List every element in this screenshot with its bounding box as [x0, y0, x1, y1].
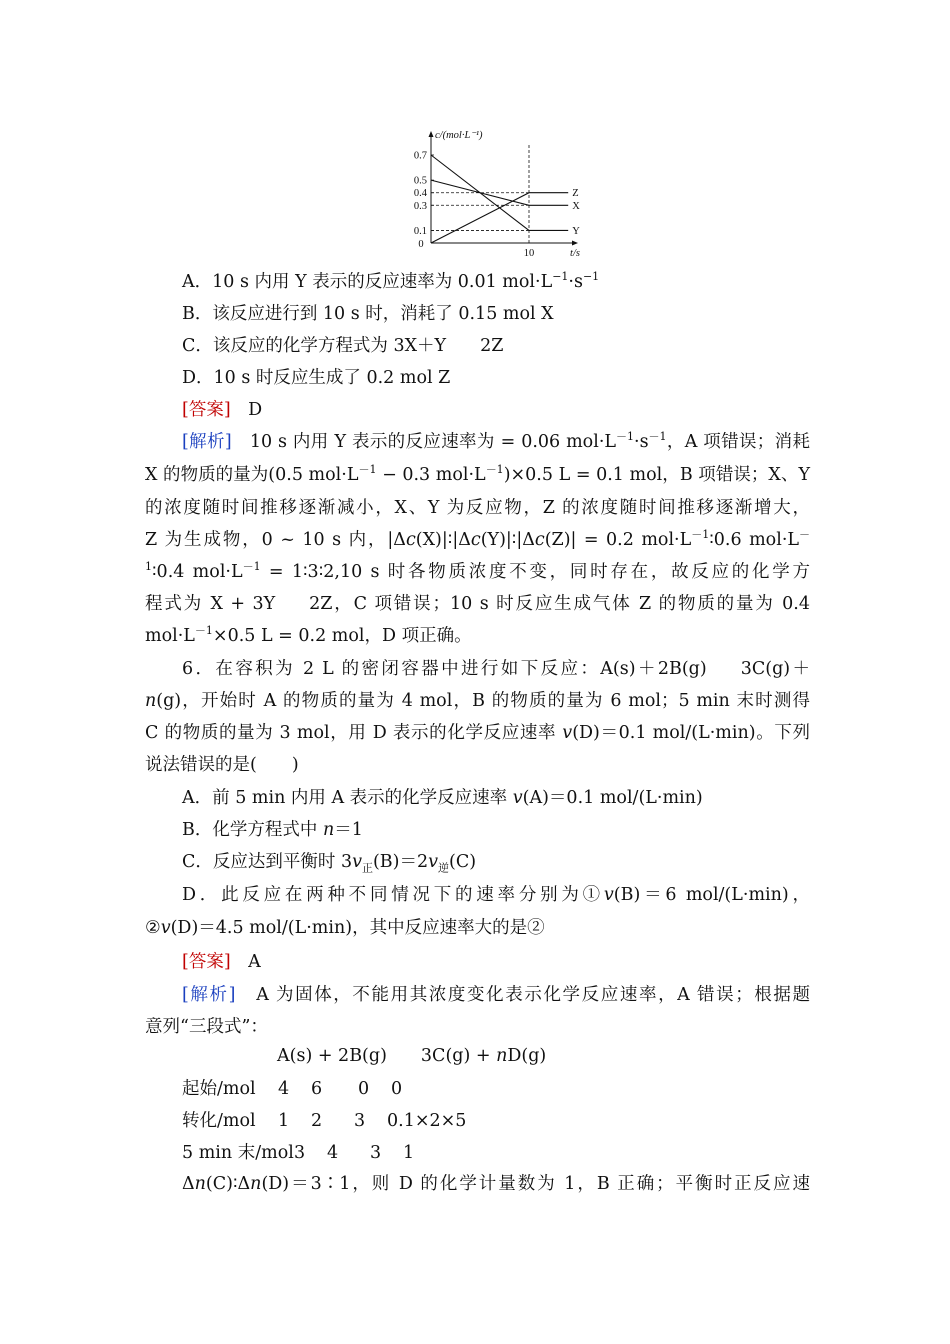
q6-option-d-line-1: D．此反应在两种不同情况下的速率分别为①v(B)＝6 mol/(L·min)， — [182, 885, 811, 905]
chart-labels — [414, 130, 580, 259]
x-axis-arrow — [572, 241, 578, 246]
q6-analysis-line-last: Δn(C)∶Δn(D)＝3∶1，则 D 的化学计量数为 1，B 正确；平衡时正反应速 — [182, 1174, 810, 1194]
chart-guides — [431, 144, 529, 243]
series-label-y: Y — [572, 225, 580, 237]
y-tick-label: 0.4 — [413, 188, 427, 200]
q6-answer: [答案] A — [182, 952, 261, 972]
q5-option-b: B．该反应进行到 10 s 时，消耗了 0.15 mol X — [182, 304, 554, 324]
q6-analysis-line-2: 意列“三段式”： — [145, 1017, 268, 1037]
q5-analysis-line-3: 的浓度随时间推移逐渐减小，X、Y 为反应物，Z 的浓度随时间推移逐渐增大， — [145, 498, 810, 518]
q6-equation: A(s) + 2B(g) 3C(g) + nD(g) — [277, 1046, 547, 1066]
y-tick-label: 0.1 — [413, 225, 427, 237]
q6-stem-line-3: C 的物质的量为 3 mol，用 D 表示的化学反应速率 v(D)＝0.1 mol/(L·min)。下列 — [145, 723, 810, 743]
y-tick-label: 0.7 — [413, 150, 427, 162]
q5-analysis-line-5: $^1$∶0.4 $mol\cdot L^{-1}$ = 1∶3∶2,10 s 时各物质浓度不变，同时存在，故反应的化学方 — [145, 560, 810, 582]
q6-option-c: C．反应达到平衡时 $3v_正(B)=2v_逆(C)$ — [182, 852, 477, 875]
q6-option-d-line-2: ②v(D)＝4.5 mol/(L·min)，其中反应速率大的是② — [145, 918, 545, 938]
q5-analysis-line-2: X 的物质的量为(0.5 $mol\cdot L^{-1} - 0.3$ $mol\cdot L^{-1})\times 0.5$ L = 0.1 mol，B 项错误；X、Y — [145, 463, 811, 485]
chart-series — [431, 155, 568, 243]
q6-option-a: A．前 5 min 内用 A 表示的化学反应速率 v(A)＝0.1 mol/(L·min) — [182, 788, 703, 808]
q6-table-row-change: 转化/mol 1 2 3 0.1×2×5 — [182, 1111, 467, 1131]
q6-table-row-start: 起始/mol 4 6 0 0 — [182, 1079, 403, 1099]
q5-option-a: A．10 s 内用 Y 表示的反应速率为 0.01 $mol\cdot L^{-1}\cdot s^{-1}$ — [182, 270, 600, 292]
chart-axes — [429, 131, 579, 246]
q6-stem-line-1: 6．在容积为 2 L 的密闭容器中进行如下反应：A(s)＋2B(g) 3C(g)＋ — [182, 659, 810, 679]
x-axis-label: t/s — [570, 248, 580, 259]
origin-label: 0 — [418, 239, 424, 250]
q6-table-row-end: 5 min 末/mol3 4 3 1 — [182, 1143, 415, 1163]
y-tick-label: 0.5 — [413, 175, 427, 187]
q6-stem-line-2: n(g)，开始时 A 的物质的量为 4 mol，B 的物质的量为 6 mol；5 min 末时测得 — [145, 691, 810, 711]
q6-option-b: B．化学方程式中 n＝1 — [182, 820, 363, 840]
q5-option-d: D．10 s 时反应生成了 0.2 mol Z — [182, 368, 451, 388]
q5-answer: [答案] D — [182, 400, 263, 420]
concentration-time-chart — [395, 128, 595, 262]
series-label-z: Z — [572, 188, 579, 200]
q5-analysis-line-1: [解析] 10 s 内用 Y 表示的反应速率为 = 0.06 $mol\cdot L^{-1}\cdot s^{-1}$，A 项错误；消耗 — [182, 430, 810, 452]
q6-analysis-line-1: [解析] A 为固体，不能用其浓度变化表示化学反应速率，A 错误；根据题 — [182, 985, 811, 1005]
q5-analysis-line-6: 程式为 X + 3Y 2Z，C 项错误；10 s 时反应生成气体 Z 的物质的量为 0.4 — [145, 594, 810, 614]
y-tick-label: 0.3 — [413, 200, 427, 212]
x-tick-label: 10 — [523, 248, 535, 259]
y-axis-arrow — [429, 131, 434, 137]
q5-analysis-line-7: $mol\cdot L^{-1}\times 0.5$ L = 0.2 mol，D 项正确。 — [145, 624, 472, 646]
q6-stem-line-4: 说法错误的是( ) — [145, 755, 299, 775]
series-label-x: X — [572, 200, 580, 212]
series-z — [431, 193, 568, 243]
q5-option-c: C．该反应的化学方程式为 3X＋Y 2Z — [182, 336, 504, 356]
y-axis-label: c/(mol·L⁻¹) — [435, 130, 483, 141]
q5-analysis-line-4: Z 为生成物，0 ~ 10 s 内，|Δc(X)|∶|Δc(Y)|∶|Δc(Z)| = 0.2 $mol\cdot L^{-1}∶0.6$ mol·L－ — [145, 528, 811, 550]
